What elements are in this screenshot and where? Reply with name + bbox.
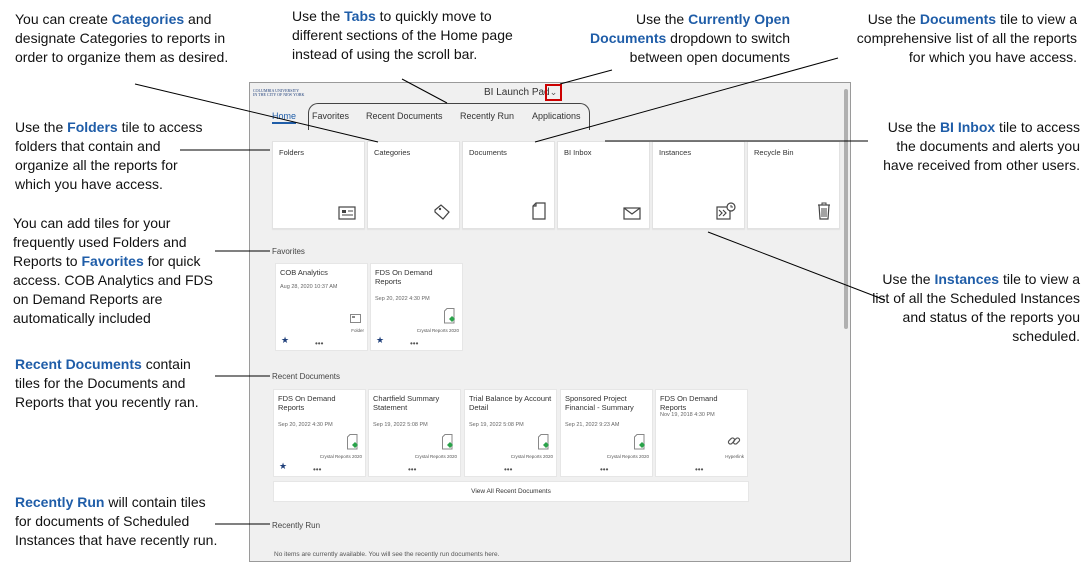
favorites-heading: Favorites: [272, 247, 305, 256]
callout-open-documents: Use the Currently Open Documents dropdown to switch between open documents: [590, 11, 790, 65]
card-date: Sep 19, 2022 5:08 PM: [373, 422, 428, 428]
folder-card-icon: [338, 206, 356, 220]
card-date: Sep 20, 2022 4:30 PM: [278, 422, 333, 428]
folder-card-icon: [350, 314, 361, 323]
recent-card[interactable]: [560, 389, 653, 477]
crystal-report-icon: [538, 434, 550, 450]
card-type: Crystal Reports 2020: [510, 454, 553, 459]
recently-run-heading: Recently Run: [272, 521, 321, 530]
tab-favorites[interactable]: Favorites: [312, 111, 350, 121]
star-icon[interactable]: ★: [281, 335, 290, 345]
scrollbar[interactable]: [844, 89, 848, 329]
tab-recently-run[interactable]: Recently Run: [460, 111, 515, 121]
more-options-icon[interactable]: •••: [315, 339, 324, 348]
hyperlink-icon: [727, 434, 741, 448]
card-type: Crystal Reports 2020: [416, 328, 459, 333]
university-logo: [253, 89, 304, 97]
recent-card[interactable]: [655, 389, 748, 477]
view-all-recent-documents-button[interactable]: View All Recent Documents: [273, 481, 749, 502]
callout-bi-inbox: Use the BI Inbox tile to access the documents and alerts you have received from other users.: [883, 119, 1080, 173]
crystal-report-icon: [347, 434, 359, 450]
tag-icon: [433, 204, 451, 220]
star-icon[interactable]: ★: [279, 461, 288, 471]
card-type: Hyperlink: [725, 454, 744, 459]
card-title: Chartfield Summary Statement: [373, 394, 440, 412]
recent-card[interactable]: [368, 389, 461, 477]
callout-instances: Use the Instances tile to view a list of all the Scheduled Instances and status of the reports you scheduled.: [872, 271, 1080, 344]
card-date: Sep 21, 2022 9:23 AM: [565, 422, 620, 428]
more-options-icon[interactable]: •••: [504, 465, 513, 474]
envelope-icon: [623, 207, 641, 220]
more-options-icon[interactable]: •••: [410, 339, 419, 348]
card-title: COB Analytics: [280, 268, 328, 277]
more-options-icon[interactable]: •••: [313, 465, 322, 474]
logo-line-1: COLUMBIA UNIVERSITY: [253, 88, 300, 93]
crystal-report-icon: [634, 434, 646, 450]
recent-documents-heading: Recent Documents: [272, 372, 341, 381]
top-bar: [250, 83, 848, 105]
callout-recently-run: Recently Run will contain tiles for documents of Scheduled Instances that have recently run.: [15, 494, 218, 548]
callout-categories: You can create Categories and designate Categories to reports in order to organize them as desired.: [15, 11, 229, 65]
card-title: Trial Balance by Account Detail: [469, 394, 552, 412]
instances-icon: [716, 202, 736, 220]
card-type: Folder: [351, 328, 364, 333]
tile-categories[interactable]: [367, 141, 460, 229]
more-options-icon[interactable]: •••: [408, 465, 417, 474]
card-date: Sep 19, 2022 5:08 PM: [469, 422, 524, 428]
tile-bi-inbox[interactable]: [557, 141, 650, 229]
tile-label: Documents: [469, 148, 507, 157]
favorite-card[interactable]: [275, 263, 368, 351]
tile-label: Recycle Bin: [754, 148, 794, 157]
tile-instances[interactable]: [652, 141, 745, 229]
card-title: FDS On Demand Reports: [375, 268, 433, 286]
card-type: Crystal Reports 2020: [414, 454, 457, 459]
logo-line-2: IN THE CITY OF NEW YORK: [253, 92, 305, 97]
card-date: Sep 20, 2022 4:30 PM: [375, 296, 430, 302]
more-options-icon[interactable]: •••: [695, 465, 704, 474]
recent-card[interactable]: [464, 389, 557, 477]
card-title: FDS On Demand Reports: [660, 394, 718, 412]
callout-favorites: You can add tiles for your frequently used Folders and Reports to Favorites for quick access. COB Analytics and FDS on Demand Reports are automatically included: [13, 215, 213, 326]
card-title: Sponsored Project Financial - Summary: [565, 394, 634, 412]
tile-label: Folders: [279, 148, 305, 157]
card-type: Crystal Reports 2020: [319, 454, 362, 459]
document-icon: [532, 202, 546, 220]
tile-recycle-bin[interactable]: [747, 141, 840, 229]
card-date: Aug 28, 2020 10:37 AM: [280, 284, 338, 290]
callout-folders: Use the Folders tile to access folders that contain and organize all the reports for which you have access.: [15, 119, 203, 192]
chevron-down-icon[interactable]: ⌄: [545, 84, 562, 101]
tile-label: Categories: [374, 148, 411, 157]
bi-launch-pad-window: [249, 82, 851, 562]
tile-documents[interactable]: [462, 141, 555, 229]
recent-card[interactable]: [273, 389, 366, 477]
star-icon[interactable]: ★: [376, 335, 385, 345]
favorite-card[interactable]: [370, 263, 463, 351]
callout-recent-documents: Recent Documents contain tiles for the Documents and Reports that you recently ran.: [15, 356, 199, 410]
recently-run-empty-message: No items are currently available. You will see the recently run documents here.: [274, 551, 500, 558]
trash-icon: [817, 202, 831, 220]
callout-documents: Use the Documents tile to view a comprehensive list of all the reports for which you have access.: [856, 11, 1077, 65]
more-options-icon[interactable]: •••: [600, 465, 609, 474]
tab-home[interactable]: Home: [272, 111, 296, 124]
card-title: FDS On Demand Reports: [278, 394, 336, 412]
card-date: Nov 19, 2018 4:30 PM: [660, 412, 715, 418]
tile-label: Instances: [659, 148, 692, 157]
callout-tabs: Use the Tabs to quickly move to different sections of the Home page instead of using the scroll bar.: [292, 8, 513, 62]
crystal-report-icon: [442, 434, 454, 450]
tile-folders[interactable]: [272, 141, 365, 229]
card-type: Crystal Reports 2020: [606, 454, 649, 459]
crystal-report-icon: [444, 308, 456, 324]
tab-recent-documents[interactable]: Recent Documents: [366, 111, 443, 121]
tile-label: BI Inbox: [564, 148, 592, 157]
tab-applications[interactable]: Applications: [532, 111, 581, 121]
app-title: BI Launch Pad: [484, 87, 550, 98]
